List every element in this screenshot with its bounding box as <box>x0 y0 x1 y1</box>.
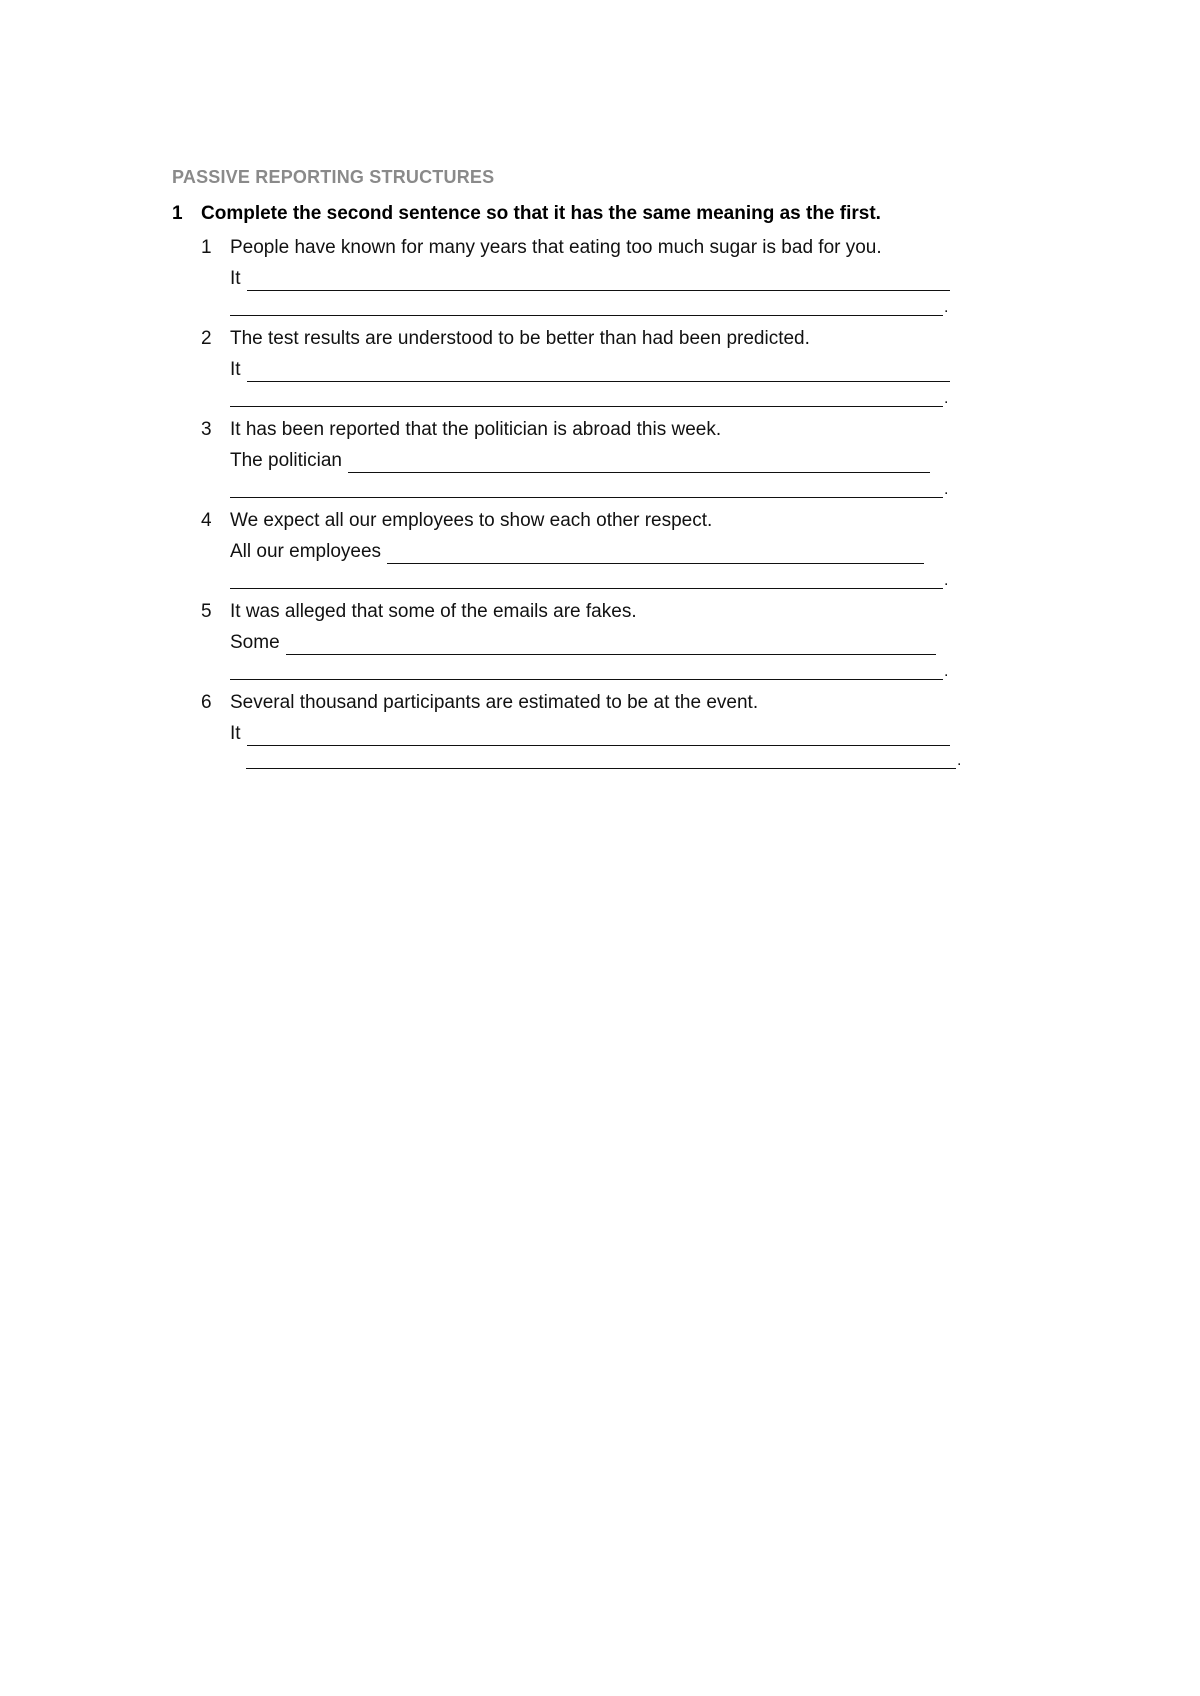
answer-blank[interactable] <box>247 724 950 746</box>
exercise-item <box>172 418 972 509</box>
item-number: 6 <box>201 692 212 713</box>
exercise-number: 1 <box>172 203 183 224</box>
item-number: 4 <box>201 510 212 531</box>
answer-blank[interactable] <box>230 385 943 407</box>
answer-line-first <box>230 449 930 473</box>
item-number: 5 <box>201 601 212 622</box>
section-heading: PASSIVE REPORTING STRUCTURES <box>172 167 495 187</box>
answer-blank[interactable] <box>387 542 924 564</box>
answer-blank[interactable] <box>230 658 943 680</box>
answer-blank[interactable] <box>246 747 956 769</box>
item-sentence: It has been reported that the politician is abroad this week. <box>230 419 722 440</box>
answer-blank[interactable] <box>348 451 930 473</box>
item-sentence: People have known for many years that eating too much sugar is bad for you. <box>230 237 882 258</box>
answer-line-first <box>230 267 950 291</box>
answer-prompt: It <box>230 268 241 289</box>
answer-line-first <box>230 631 936 655</box>
item-number: 1 <box>201 237 212 258</box>
worksheet <box>172 166 972 782</box>
exercise-items <box>172 236 972 782</box>
answer-line-first <box>230 722 950 746</box>
sentence-end: . <box>944 390 949 407</box>
item-number: 2 <box>201 328 212 349</box>
exercise-item <box>172 600 972 691</box>
item-sentence: We expect all our employees to show each other respect. <box>230 510 713 531</box>
answer-line-first <box>230 358 950 382</box>
answer-prompt: It <box>230 723 241 744</box>
exercise-item <box>172 509 972 600</box>
answer-blank[interactable] <box>230 294 943 316</box>
answer-blank[interactable] <box>230 476 943 498</box>
answer-line-second <box>230 565 948 589</box>
sentence-end: . <box>957 752 962 769</box>
exercise-instruction <box>172 202 972 226</box>
answer-line-second <box>230 383 948 407</box>
answer-blank[interactable] <box>230 567 943 589</box>
answer-prompt: Some <box>230 632 280 653</box>
answer-line-second <box>230 292 948 316</box>
sentence-end: . <box>944 572 949 589</box>
exercise-item <box>172 236 972 327</box>
instruction-text: Complete the second sentence so that it has the same meaning as the first. <box>201 203 881 224</box>
item-sentence: The test results are understood to be better than had been predicted. <box>230 328 810 349</box>
answer-blank[interactable] <box>286 633 936 655</box>
answer-prompt: It <box>230 359 241 380</box>
answer-line-second <box>246 745 961 769</box>
sentence-end: . <box>944 481 949 498</box>
answer-blank[interactable] <box>247 360 950 382</box>
answer-prompt: All our employees <box>230 541 382 562</box>
item-number: 3 <box>201 419 212 440</box>
sentence-end: . <box>944 663 949 680</box>
exercise-item <box>172 691 972 782</box>
answer-line-first <box>230 540 924 564</box>
answer-line-second <box>230 474 948 498</box>
sentence-end: . <box>944 299 949 316</box>
answer-line-second <box>230 656 948 680</box>
item-sentence: It was alleged that some of the emails are fakes. <box>230 601 637 622</box>
item-sentence: Several thousand participants are estimated to be at the event. <box>230 692 759 713</box>
answer-blank[interactable] <box>247 269 950 291</box>
exercise-item <box>172 327 972 418</box>
answer-prompt: The politician <box>230 450 342 471</box>
